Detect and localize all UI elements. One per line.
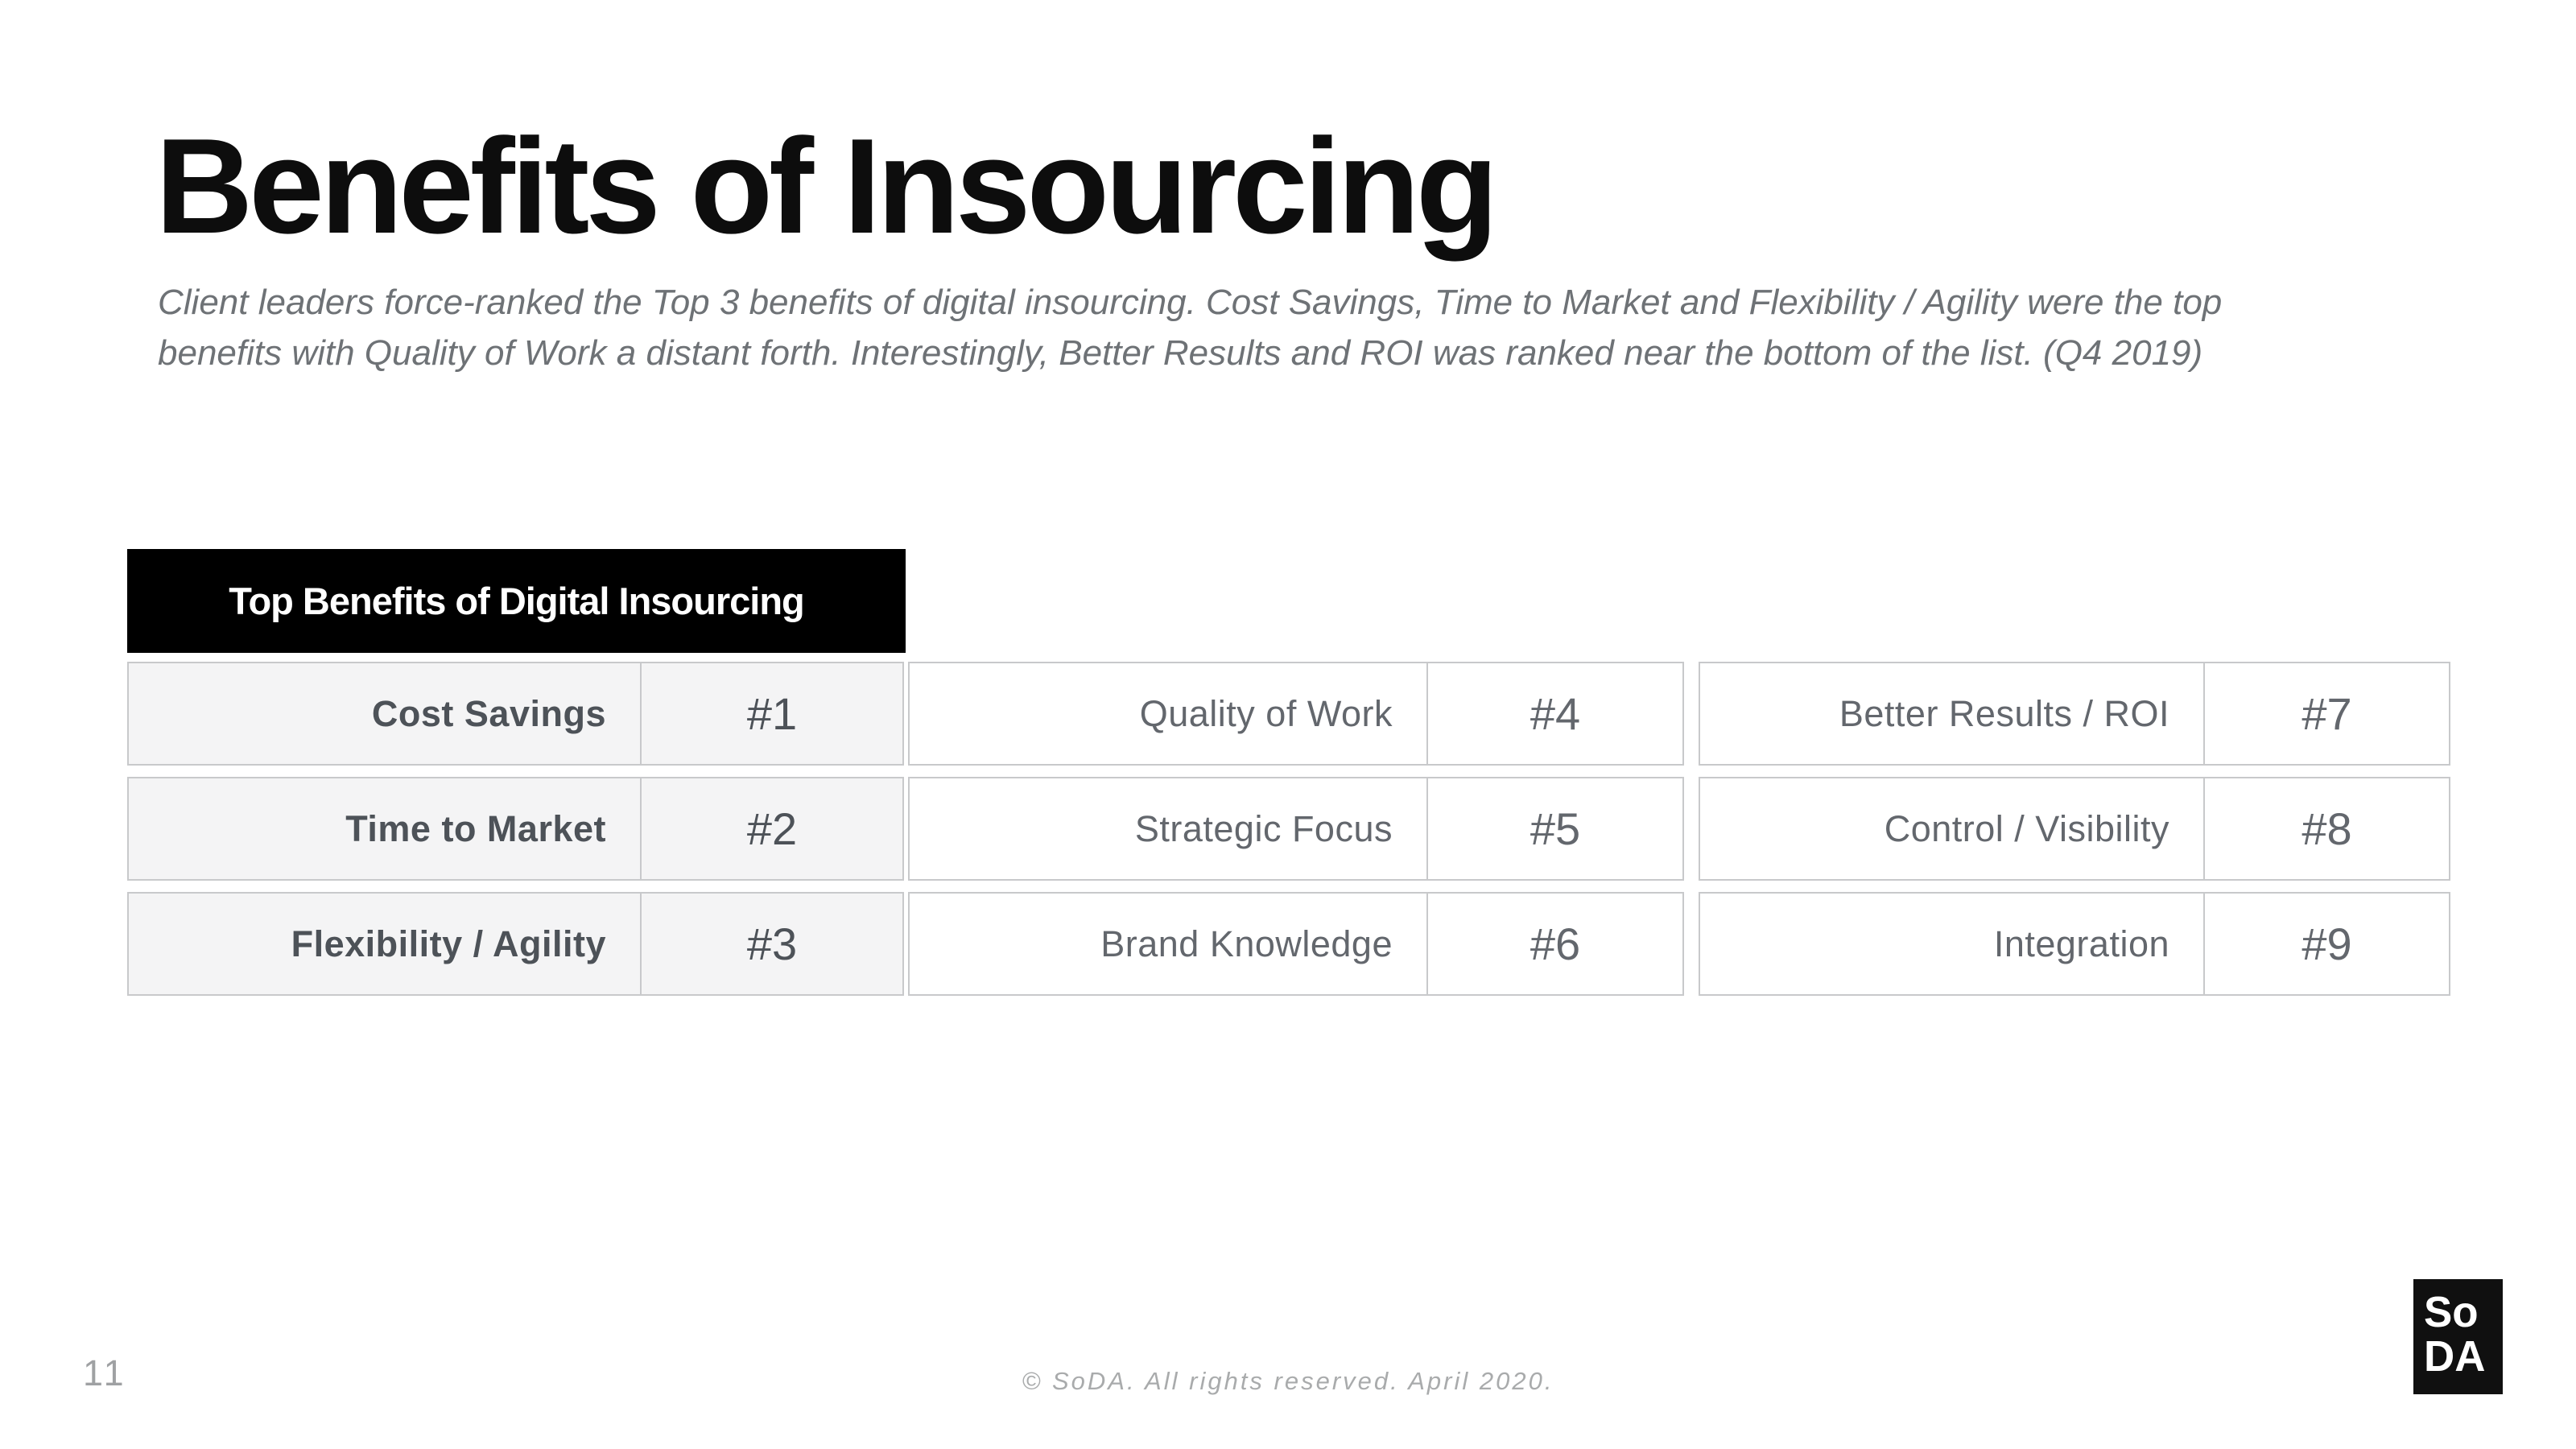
benefit-label: Time to Market (129, 778, 642, 879)
benefit-row (908, 662, 1684, 766)
benefit-rank: #2 (746, 803, 798, 854)
benefit-column-middle (908, 662, 1684, 996)
benefit-column-bottom (1699, 662, 2450, 996)
benefit-rank: #9 (2301, 919, 2352, 969)
benefit-column-top3 (127, 662, 904, 996)
benefit-row (908, 892, 1684, 996)
logo-text-line1: So (2424, 1288, 2479, 1336)
page-number: 11 (83, 1352, 127, 1393)
benefit-rank: #1 (746, 688, 798, 739)
benefit-label: Cost Savings (129, 663, 642, 764)
slide-subtitle: Client leaders force-ranked the Top 3 benefits of digital insourcing. Cost Savings, Time to Market and Flexibility / Agility were the top benefits with Quality of Work a distant forth. Interestingly, Better Results and ROI was ranked near the bottom of the list. (Q4 2019) (158, 283, 2223, 373)
benefit-row (1699, 892, 2450, 996)
benefit-row (1699, 777, 2450, 881)
benefit-label: Control / Visibility (1700, 778, 2205, 879)
logo-text-line2: DA (2424, 1332, 2486, 1381)
benefit-label: Strategic Focus (910, 778, 1428, 879)
benefit-row (1699, 662, 2450, 766)
page-title: Benefits of Insourcing (155, 110, 1495, 262)
benefit-rank: #8 (2301, 803, 2352, 854)
benefit-row (127, 892, 904, 996)
benefit-rank: #7 (2301, 688, 2352, 739)
benefit-rank: #3 (746, 919, 798, 969)
benefit-row (908, 777, 1684, 881)
benefit-label: Brand Knowledge (910, 894, 1428, 994)
benefit-label: Flexibility / Agility (129, 894, 642, 994)
benefit-rank: #4 (1530, 688, 1581, 739)
benefit-row (127, 662, 904, 766)
soda-logo (2413, 1279, 2503, 1394)
benefit-label: Quality of Work (910, 663, 1428, 764)
benefit-label: Integration (1700, 894, 2205, 994)
benefit-label: Better Results / ROI (1700, 663, 2205, 764)
footer-copyright: © SoDA. All rights reserved. April 2020. (1022, 1367, 1554, 1395)
benefit-rank: #6 (1530, 919, 1581, 969)
ranking-table-header: Top Benefits of Digital Insourcing (127, 549, 906, 653)
benefit-row (127, 777, 904, 881)
benefit-rank: #5 (1530, 803, 1581, 854)
